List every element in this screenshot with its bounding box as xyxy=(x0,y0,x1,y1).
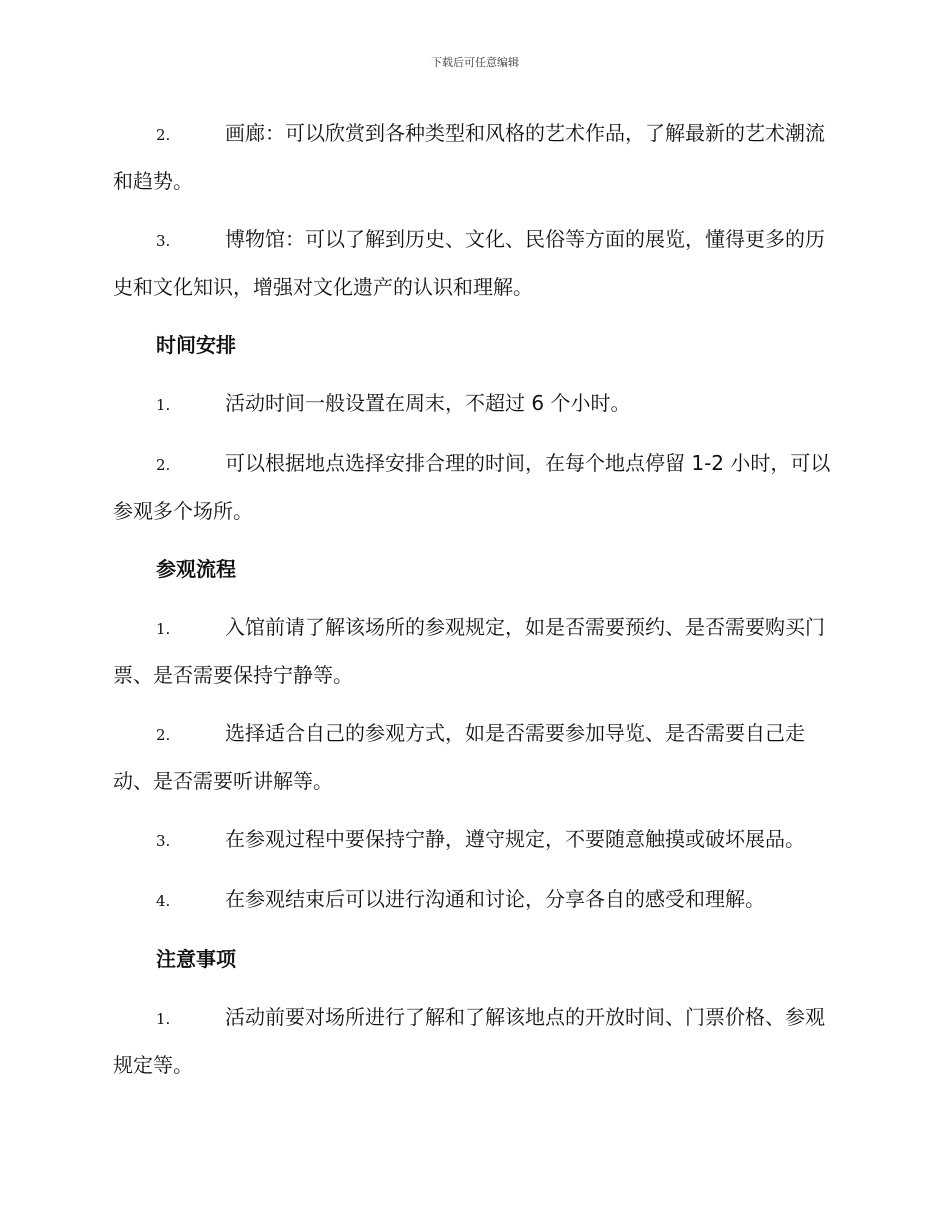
list-number: 2. xyxy=(156,726,171,744)
list-item xyxy=(113,440,837,534)
list-item xyxy=(113,876,837,924)
section-heading-visit-process: 参观流程 xyxy=(156,557,236,581)
list-item xyxy=(113,994,837,1088)
list-text: 在参观结束后可以进行沟通和讨论，分享各自的感受和理解。 xyxy=(225,887,765,911)
list-text: 在参观过程中要保持宁静，遵守规定，不要随意触摸或破坏展品。 xyxy=(225,827,805,851)
list-number: 2. xyxy=(156,456,171,474)
document-body xyxy=(113,110,837,1100)
list-text: 可以根据地点选择安排合理的时间，在每个地点停留 1-2 小时，可以参观多个场所。 xyxy=(113,451,831,523)
list-number: 1. xyxy=(156,1010,171,1028)
list-text: 选择适合自己的参观方式，如是否需要参加导览、是否需要自己走动、是否需要听讲解等。 xyxy=(113,721,805,793)
list-text: 活动时间一般设置在周末，不超过 6 个小时。 xyxy=(225,391,631,415)
list-item xyxy=(113,604,837,698)
list-text: 入馆前请了解该场所的参观规定，如是否需要预约、是否需要购买门票、是否需要保持宁静等。 xyxy=(113,615,825,687)
list-number: 3. xyxy=(156,232,171,250)
list-text: 画廊：可以欣赏到各种类型和风格的艺术作品，了解最新的艺术潮流和趋势。 xyxy=(113,121,825,193)
list-item xyxy=(113,110,837,204)
list-text: 活动前要对场所进行了解和了解该地点的开放时间、门票价格、参观规定等。 xyxy=(113,1005,825,1077)
list-item xyxy=(113,816,837,864)
list-number: 1. xyxy=(156,396,171,414)
section-heading-schedule: 时间安排 xyxy=(156,333,236,357)
list-number: 4. xyxy=(156,892,171,910)
list-item xyxy=(113,380,837,428)
list-number: 1. xyxy=(156,620,171,638)
list-number: 3. xyxy=(156,832,171,850)
section-heading-notes: 注意事项 xyxy=(156,947,236,971)
list-text: 博物馆：可以了解到历史、文化、民俗等方面的展览，懂得更多的历史和文化知识，增强对文化遗产的认识和理解。 xyxy=(113,227,825,299)
page-header-note: 下载后可任意编辑 xyxy=(431,56,519,69)
list-item xyxy=(113,710,837,804)
list-item xyxy=(113,216,837,310)
list-number: 2. xyxy=(156,126,171,144)
